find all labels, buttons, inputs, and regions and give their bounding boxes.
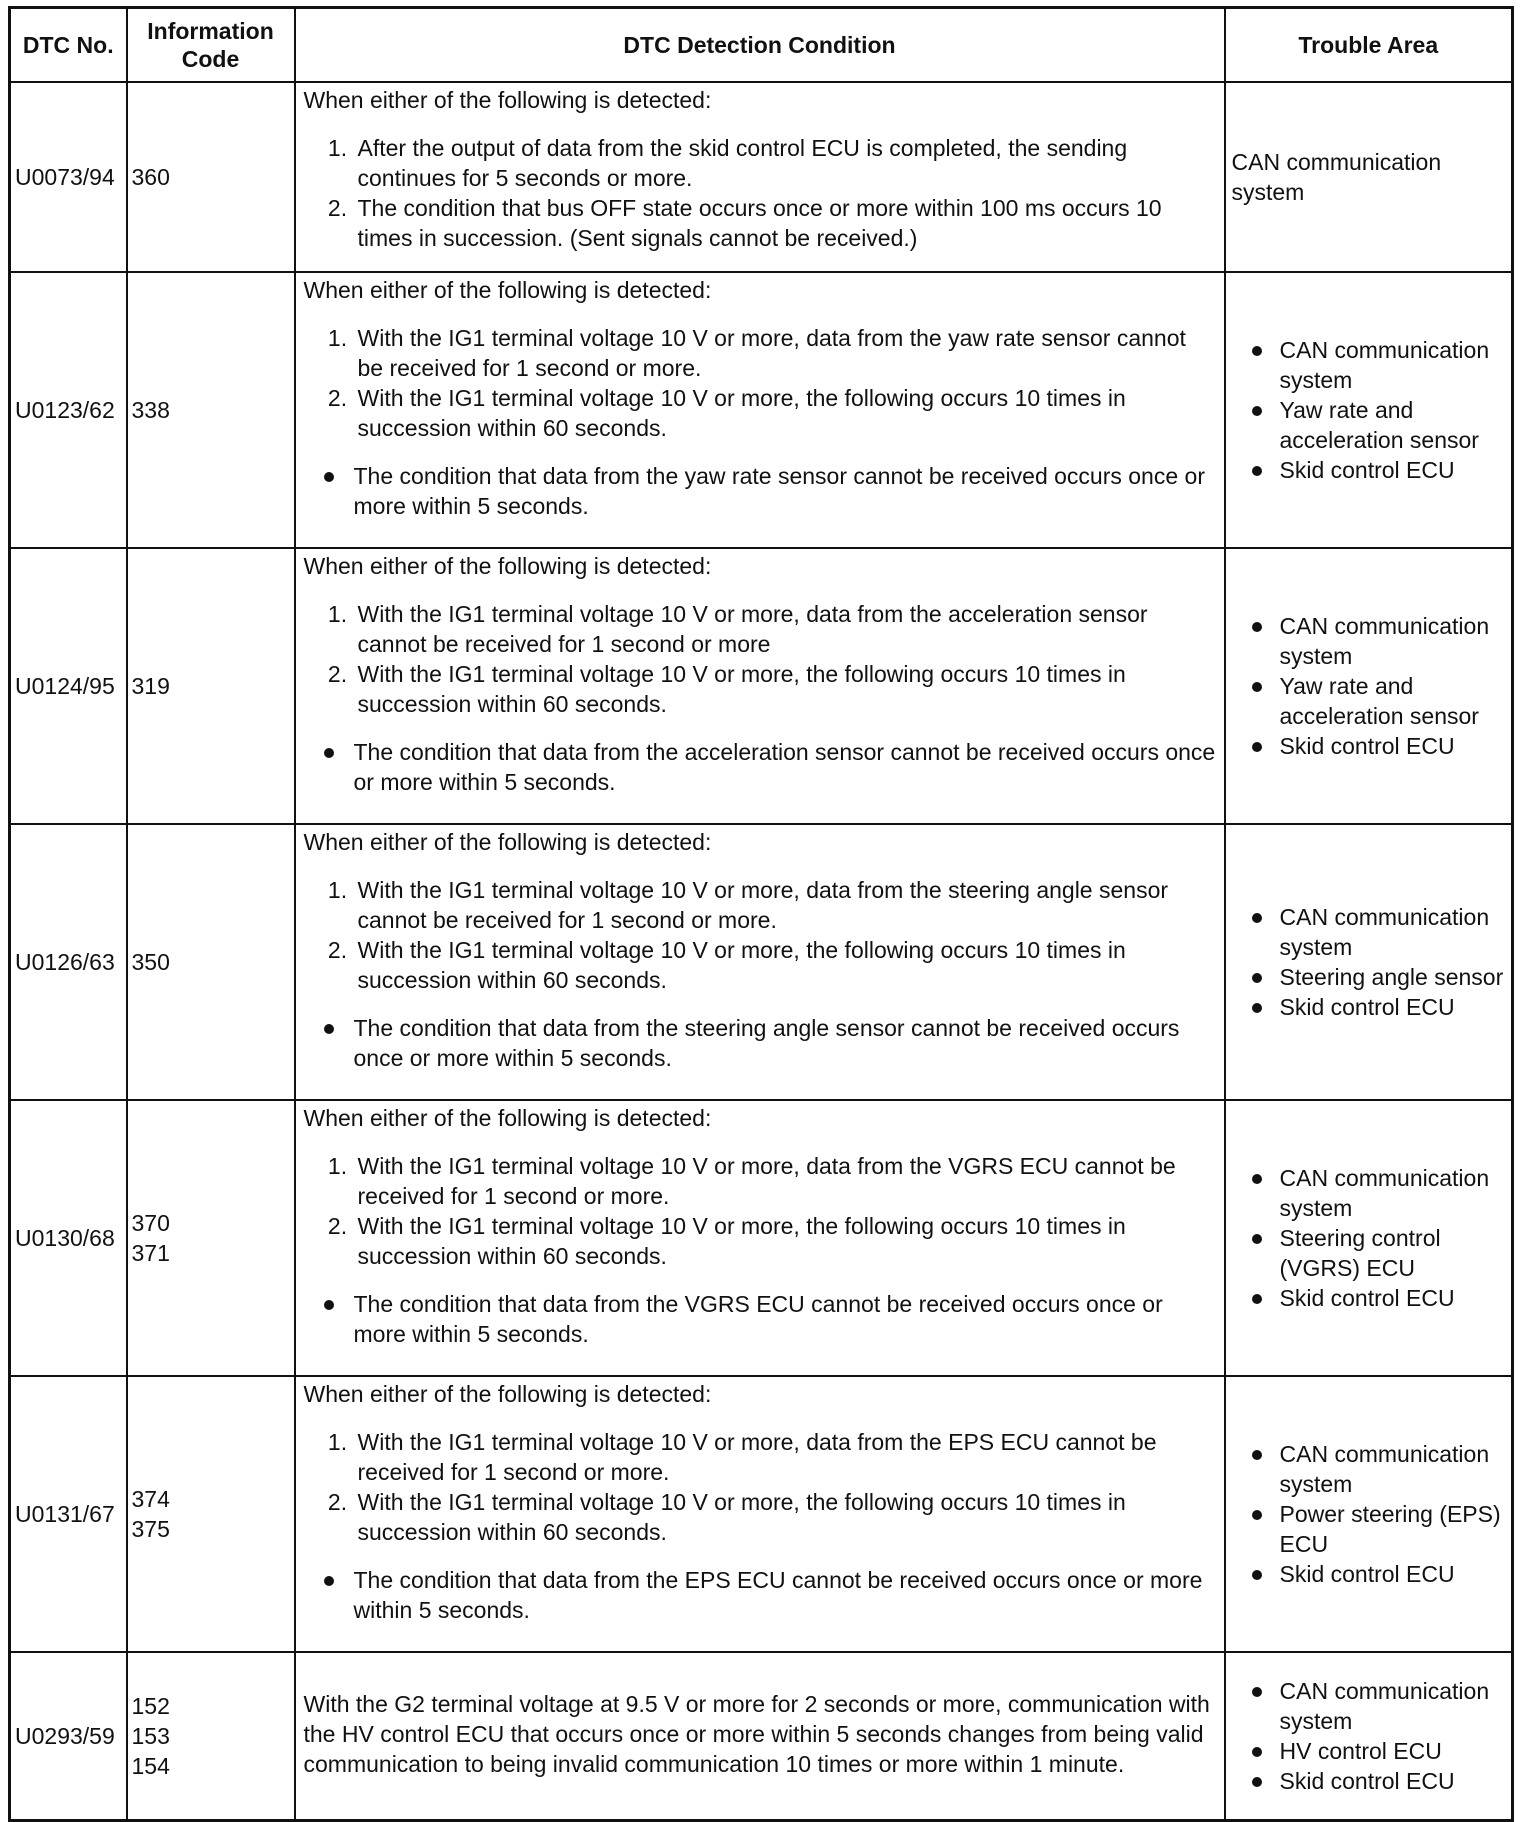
- trouble-area-item: CAN communication system: [1232, 1439, 1506, 1499]
- information-code: [127, 1100, 295, 1376]
- trouble-area-list: [1232, 1163, 1506, 1313]
- information-code: [127, 1376, 295, 1652]
- condition-steps: [304, 1427, 1216, 1547]
- table-row: [10, 824, 1513, 1100]
- table-row: [10, 1376, 1513, 1652]
- table-row: [10, 1652, 1513, 1820]
- information-code-value: 370: [131, 1210, 170, 1236]
- information-code-value: 338: [131, 397, 170, 423]
- trouble-area: [1225, 1376, 1513, 1652]
- information-code-value: 371: [131, 1240, 170, 1266]
- trouble-area-item: Skid control ECU: [1232, 1766, 1506, 1796]
- condition-lead: When either of the following is detected:: [303, 1105, 712, 1131]
- condition-step: 1. After the output of data from the skid control ECU is completed, the sending continues for 5 seconds or more.: [354, 133, 1216, 193]
- table-row: [10, 82, 1513, 272]
- information-code-value: 152: [131, 1692, 170, 1719]
- detection-condition: [295, 824, 1225, 1100]
- condition-step: 1. With the IG1 terminal voltage 10 V or more, data from the EPS ECU cannot be received for 1 second or more.: [354, 1427, 1216, 1487]
- dtc-table: [8, 6, 1514, 1822]
- trouble-area-item: CAN communication system: [1232, 1163, 1506, 1223]
- detection-condition: [295, 1376, 1225, 1652]
- condition-step: 1. With the IG1 terminal voltage 10 V or more, data from the steering angle sensor cannot be received for 1 second or more.: [354, 875, 1216, 935]
- trouble-area: [1225, 1100, 1513, 1376]
- trouble-area-item: Skid control ECU: [1232, 1283, 1506, 1313]
- information-code-value: 319: [131, 673, 170, 699]
- dtc-number: U0073/94: [10, 82, 127, 272]
- condition-bullets: [304, 1013, 1216, 1073]
- trouble-area-item: CAN communication system: [1232, 335, 1506, 395]
- condition-step: 2. With the IG1 terminal voltage 10 V or more, the following occurs 10 times in succession within 60 seconds.: [354, 659, 1216, 719]
- condition-lead: When either of the following is detected:: [303, 1381, 712, 1407]
- condition-step: 2. With the IG1 terminal voltage 10 V or more, the following occurs 10 times in succession within 60 seconds.: [354, 1211, 1216, 1271]
- header-dtc-detection-condition: DTC Detection Condition: [295, 8, 1225, 83]
- condition-lead: When either of the following is detected:: [303, 829, 712, 855]
- detection-condition: [295, 548, 1225, 824]
- information-code: [127, 82, 295, 272]
- condition-lead: When either of the following is detected:: [303, 87, 712, 113]
- dtc-number: U0130/68: [10, 1100, 127, 1376]
- trouble-area-list: [1232, 1676, 1506, 1796]
- condition-lead: When either of the following is detected:: [303, 277, 712, 303]
- information-code-value: 350: [131, 949, 170, 975]
- trouble-area-item: Yaw rate and acceleration sensor: [1232, 671, 1506, 731]
- trouble-area-item: Skid control ECU: [1232, 731, 1506, 761]
- condition-steps: [304, 133, 1216, 253]
- condition-step: 2. With the IG1 terminal voltage 10 V or more, the following occurs 10 times in succession within 60 seconds.: [354, 935, 1216, 995]
- condition-step: 1. With the IG1 terminal voltage 10 V or more, data from the yaw rate sensor cannot be received for 1 second or more.: [354, 323, 1216, 383]
- condition-text: With the G2 terminal voltage at 9.5 V or more for 2 seconds or more, communication with the HV control ECU that occurs once or more within 5 seconds changes from being valid communication to being invalid communication 10 times or more within 1 minute.: [303, 1690, 1210, 1777]
- dtc-number: U0124/95: [10, 548, 127, 824]
- table-row: [10, 272, 1513, 548]
- condition-bullets: [304, 737, 1216, 797]
- dtc-document: [8, 6, 1511, 1822]
- trouble-area-item: HV control ECU: [1232, 1736, 1506, 1766]
- information-code-value: 375: [131, 1516, 170, 1542]
- information-code-value: 360: [131, 164, 170, 190]
- condition-bullets: [304, 461, 1216, 521]
- trouble-area: [1225, 824, 1513, 1100]
- trouble-area: [1225, 1652, 1513, 1820]
- table-row: [10, 1100, 1513, 1376]
- information-code-value: 154: [131, 1752, 170, 1779]
- trouble-area-list: [1232, 902, 1506, 1022]
- condition-bullet: The condition that data from the EPS ECU cannot be received occurs once or more within 5 seconds.: [304, 1565, 1216, 1625]
- header-dtc-no: DTC No.: [10, 8, 127, 83]
- dtc-number: U0131/67: [10, 1376, 127, 1652]
- condition-lead: When either of the following is detected:: [303, 553, 712, 579]
- trouble-area-item: Skid control ECU: [1232, 992, 1506, 1022]
- detection-condition: [295, 82, 1225, 272]
- condition-steps: [304, 323, 1216, 443]
- condition-bullet: The condition that data from the yaw rate sensor cannot be received occurs once or more within 5 seconds.: [304, 461, 1216, 521]
- condition-step: 2. With the IG1 terminal voltage 10 V or more, the following occurs 10 times in succession within 60 seconds.: [354, 383, 1216, 443]
- information-code: [127, 272, 295, 548]
- condition-step: 1. With the IG1 terminal voltage 10 V or more, data from the acceleration sensor cannot be received for 1 second or more: [354, 599, 1216, 659]
- trouble-area-list: [1232, 1439, 1506, 1589]
- information-code: [127, 824, 295, 1100]
- condition-step: 2. With the IG1 terminal voltage 10 V or more, the following occurs 10 times in succession within 60 seconds.: [354, 1487, 1216, 1547]
- condition-bullet: The condition that data from the VGRS ECU cannot be received occurs once or more within 5 seconds.: [304, 1289, 1216, 1349]
- condition-steps: [304, 1151, 1216, 1271]
- condition-bullets: [304, 1289, 1216, 1349]
- condition-bullets: [304, 1565, 1216, 1625]
- condition-bullet: The condition that data from the acceleration sensor cannot be received occurs once or more within 5 seconds.: [304, 737, 1216, 797]
- trouble-area-item: CAN communication system: [1232, 611, 1506, 671]
- information-code-value: 153: [131, 1722, 170, 1749]
- trouble-area-item: CAN communication system: [1232, 1676, 1506, 1736]
- trouble-area-item: CAN communication system: [1232, 902, 1506, 962]
- header-trouble-area: Trouble Area: [1225, 8, 1513, 83]
- dtc-number: U0126/63: [10, 824, 127, 1100]
- trouble-area-list: [1232, 611, 1506, 761]
- trouble-area: [1225, 272, 1513, 548]
- condition-step: 1. With the IG1 terminal voltage 10 V or more, data from the VGRS ECU cannot be received for 1 second or more.: [354, 1151, 1216, 1211]
- trouble-area-item: Power steering (EPS) ECU: [1232, 1499, 1506, 1559]
- condition-bullet: The condition that data from the steering angle sensor cannot be received occurs once or more within 5 seconds.: [304, 1013, 1216, 1073]
- detection-condition: [295, 1652, 1225, 1820]
- trouble-area-list: [1232, 335, 1506, 485]
- dtc-number: U0293/59: [10, 1652, 127, 1820]
- condition-steps: [304, 875, 1216, 995]
- information-code-value: 374: [131, 1486, 170, 1512]
- trouble-area-item: Steering control (VGRS) ECU: [1232, 1223, 1506, 1283]
- table-header-row: [10, 8, 1513, 83]
- trouble-area-item: Skid control ECU: [1232, 455, 1506, 485]
- detection-condition: [295, 1100, 1225, 1376]
- trouble-area-item: Skid control ECU: [1232, 1559, 1506, 1589]
- table-row: [10, 548, 1513, 824]
- information-code: [127, 1652, 295, 1820]
- detection-condition: [295, 272, 1225, 548]
- trouble-area: CAN communication system: [1225, 82, 1513, 272]
- condition-step: 2. The condition that bus OFF state occurs once or more within 100 ms occurs 10 times in succession. (Sent signals cannot be received.): [354, 193, 1216, 253]
- trouble-area: [1225, 548, 1513, 824]
- trouble-area-item: Steering angle sensor: [1232, 962, 1506, 992]
- information-code: [127, 548, 295, 824]
- header-information-code: Information Code: [127, 8, 295, 83]
- trouble-area-item: Yaw rate and acceleration sensor: [1232, 395, 1506, 455]
- dtc-number: U0123/62: [10, 272, 127, 548]
- condition-steps: [304, 599, 1216, 719]
